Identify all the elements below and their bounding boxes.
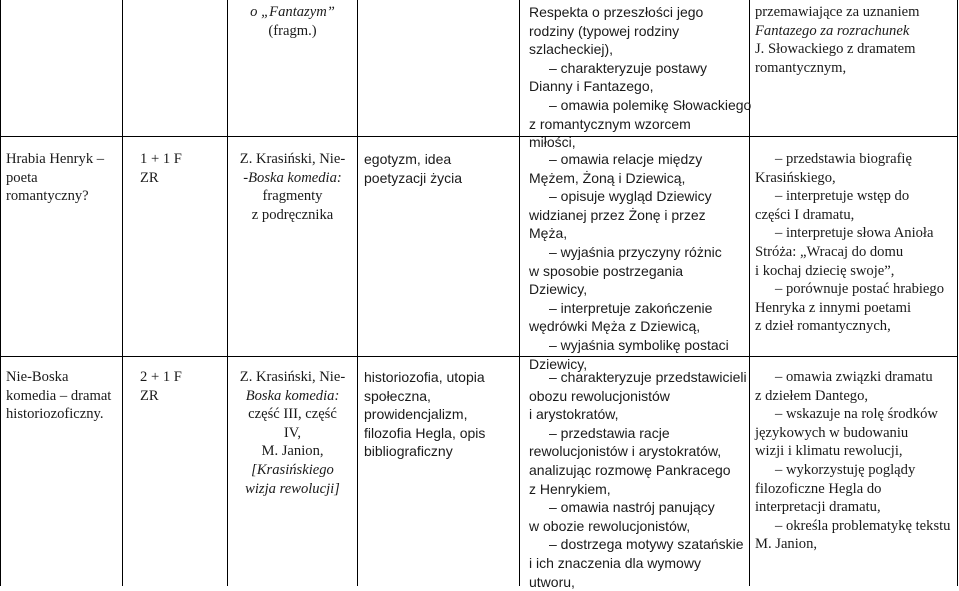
skills-line: szlacheckiej), [529,41,614,58]
text-title-line: o „Fantazym” [250,4,335,20]
text-line: Z. Krasiński, Nie- [239,369,346,385]
skills-line: Dziewicy, [529,281,588,298]
table-border-left [0,0,1,586]
text-line: wizja rewolucji] [245,480,340,497]
text-line: M. Janion, [261,443,324,460]
skills-line: Respekta o przeszłości jego [529,4,704,20]
column-divider [519,0,520,586]
row1-topic-cell [6,150,120,206]
topic-line: poeta [6,169,38,186]
row1-hours-cell [140,150,220,187]
row1-advanced-cell [755,150,955,336]
advanced-line: – określa problematykę tekstu [775,517,951,534]
skills-line: rodziny (typowej rodziny [529,22,680,39]
skills-line: – charakteryzuje postawy [549,59,707,76]
advanced-line: – wskazuje na rolę środków [775,406,938,423]
text-line: z podręcznika [251,206,334,223]
context-line: bibliograficzny [364,443,453,460]
advanced-line: Henryka z innymi poetami [755,299,912,316]
text-line: fragmenty [262,188,323,205]
topic-line: Hrabia Henryk – [6,151,105,167]
skills-line: – dostrzega motywy szatańskie [549,536,744,553]
skills-line: w sposobie postrzegania [529,262,684,279]
skills-line: widzianej przez Żonę i przez [529,206,706,223]
hours-line: ZR [140,387,159,404]
advanced-line: językowych w budowaniu [755,424,909,441]
skills-line: rewolucjonistów i arystokratów, [529,443,722,460]
text-title-line: (fragm.) [268,22,317,39]
skills-line: z romantycznym wzorcem [529,115,691,132]
row2-text-cell [228,368,357,498]
column-divider [122,0,123,586]
skills-line: analizując rozmowę Pankracego [529,461,731,478]
advanced-line: i kochaj dziecię swoje”, [755,262,895,279]
row1-skills-cell [529,150,744,373]
skills-line: – opisuje wygląd Dziewicy [549,188,712,205]
topic-line: komedia – dramat [6,387,112,404]
row-divider [0,356,958,357]
advanced-line: Stróża: „Wracaj do domu [755,243,904,260]
advanced-line: – porównuje postać hrabiego [775,281,944,298]
column-divider [357,0,358,586]
text-line: Z. Krasiński, Nie- [239,151,346,167]
top-text-cell [228,3,357,40]
skills-line: – omawia relacje między [549,151,703,167]
topic-line: historiozoficzny. [6,406,104,423]
advanced-line: M. Janion, [755,536,818,553]
context-line: historiozofia, utopia [364,369,485,385]
text-line: część III, część [248,406,337,423]
advanced-line: – przedstawia biografię [775,151,912,167]
context-line: egotyzm, idea [364,151,452,167]
text-line: IV, [283,424,302,441]
row2-advanced-cell [755,368,955,554]
advanced-line: części I dramatu, [755,206,855,223]
context-line: poetyzacji życia [364,169,463,186]
advanced-line: – interpretuje wstęp do [775,188,910,205]
advanced-line: wizji i klimatu rewolucji, [755,443,903,460]
skills-line: – przedstawia racje [549,424,670,441]
hours-line: ZR [140,169,159,186]
context-line: społeczna, [364,387,431,404]
topic-line: Nie-Boska [6,369,69,385]
skills-line: – interpretuje zakończenie [549,299,713,316]
text-line: [Krasińskiego [251,461,334,478]
row2-hours-cell [140,368,220,405]
text-line: -Boska komedia: [243,169,342,186]
skills-line: Męża, [529,225,568,242]
row-divider [0,136,958,137]
skills-line: obozu rewolucjonistów [529,387,670,404]
skills-line: z Henrykiem, [529,480,611,497]
skills-line: – charakteryzuje przedstawicieli [549,369,747,385]
advanced-line: interpretacji dramatu, [755,499,881,516]
advanced-line: Krasińskiego, [755,169,836,186]
row2-skills-cell [529,368,747,591]
row1-text-cell [228,150,357,224]
skills-line: Mężem, Żoną i Dziewicą, [529,169,686,186]
skills-line: wędrówki Męża z Dziewicą, [529,318,701,335]
advanced-line: – wykorzystuję poglądy [775,461,916,478]
advanced-line: Fantazego za rozrachunek [755,22,910,39]
skills-line: i arystokratów, [529,406,619,423]
row1-context-cell [364,150,516,187]
text-line: Boska komedia: [245,387,340,404]
row2-context-cell [364,368,516,461]
table-border-right [957,0,958,586]
advanced-line: – omawia związki dramatu [775,369,933,385]
row2-topic-cell [6,368,120,424]
skills-line: miłości, [529,134,576,151]
top-skills-cell [529,3,752,152]
skills-line: Dziewicy, [529,355,588,372]
context-line: prowidencjalizm, [364,406,468,423]
skills-line: – wyjaśnia symbolikę postaci [549,336,729,353]
skills-line: Dianny i Fantazego, [529,78,654,95]
skills-line: – omawia polemikę Słowackiego [549,96,752,113]
hours-line: 1 + 1 F [140,151,182,167]
column-divider [749,0,750,586]
skills-line: utworu, [529,573,575,590]
skills-line: – omawia nastrój panujący [549,499,715,516]
advanced-line: filozoficzne Hegla do [755,480,882,497]
hours-line: 2 + 1 F [140,369,182,385]
advanced-line: romantycznym, [755,59,847,76]
advanced-line: z dzieł romantycznych, [755,318,891,335]
advanced-line: z dziełem Dantego, [755,387,869,404]
skills-line: i ich znaczenia dla wymowy [529,554,701,571]
advanced-line: przemawiające za uznaniem [755,4,920,20]
top-advanced-cell [755,3,955,77]
advanced-line: – interpretuje słowa Anioła [775,225,934,242]
advanced-line: J. Słowackiego z dramatem [755,41,916,58]
context-line: filozofia Hegla, opis [364,424,486,441]
skills-line: – wyjaśnia przyczyny różnic [549,243,722,260]
skills-line: w obozie rewolucjonistów, [529,517,691,534]
topic-line: romantyczny? [6,188,89,205]
